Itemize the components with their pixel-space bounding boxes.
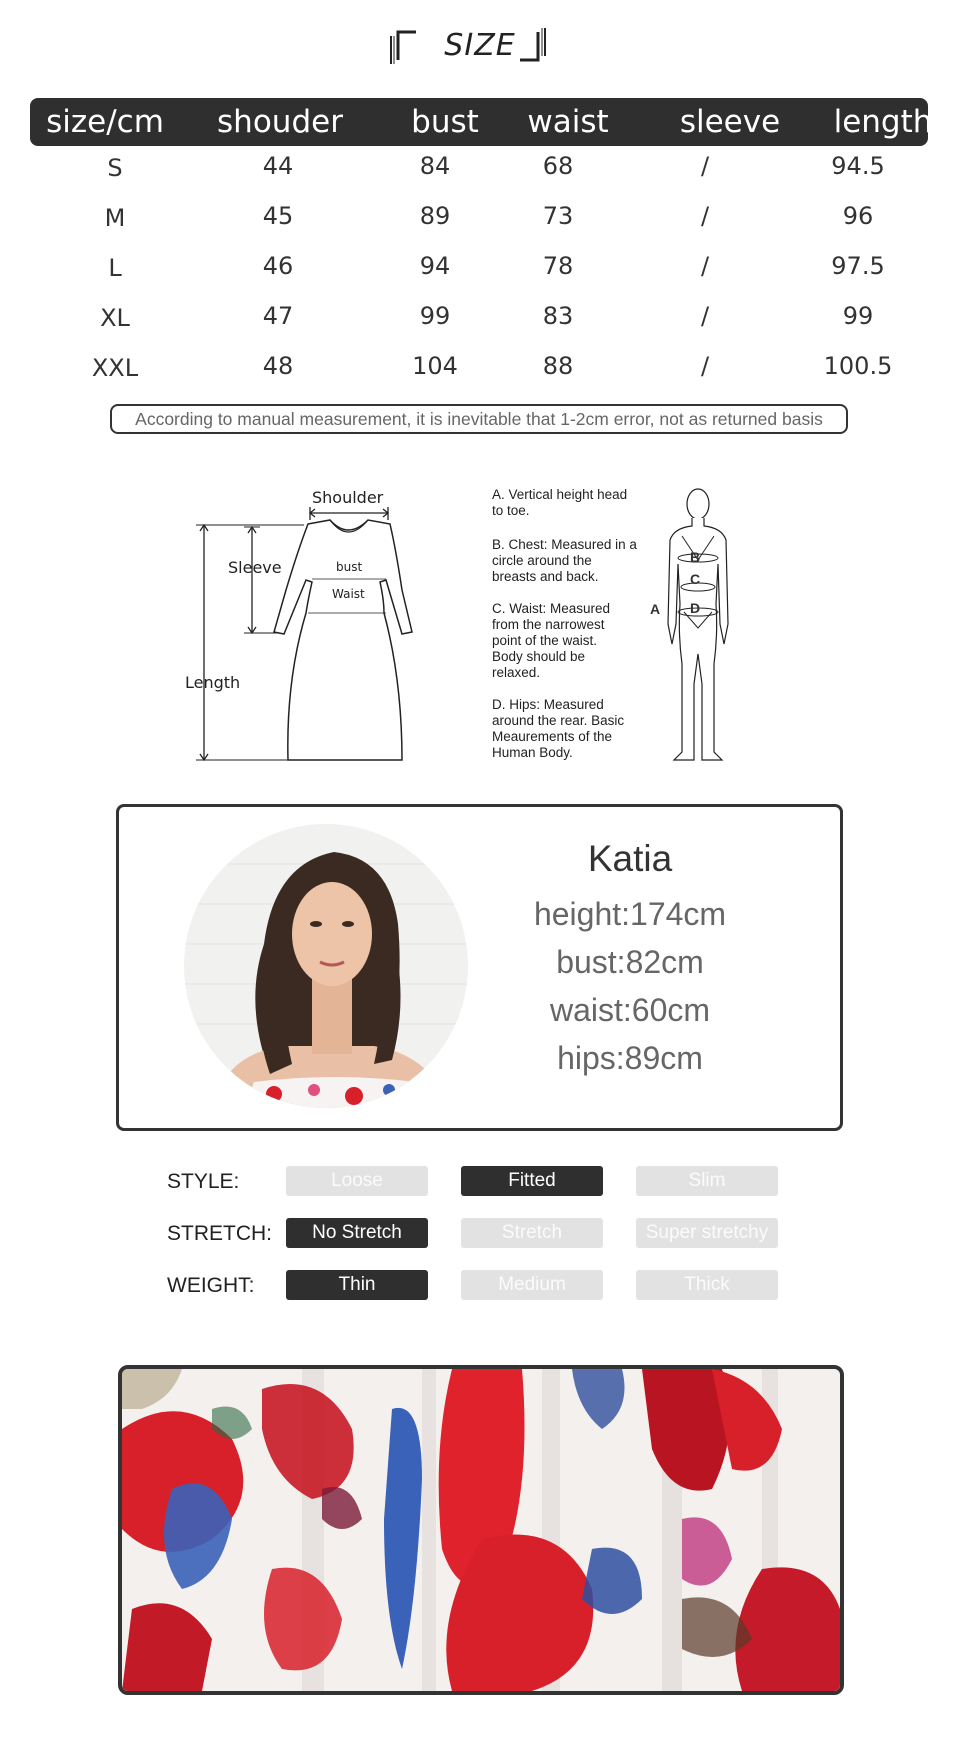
instruction-b: B. Chest: Measured in a circle around the breasts and back. — [492, 537, 637, 584]
cell-size: XL — [100, 304, 130, 332]
sleeve-label: Sleeve — [228, 558, 282, 577]
cell-size: S — [107, 154, 123, 182]
instruction-d: D. Hips: Measured around the rear. Basic Meaurements of the Human Body. — [492, 697, 625, 760]
cell-waist: 88 — [542, 352, 574, 380]
stretch-label: STRETCH: — [167, 1222, 272, 1245]
cell-shoulder: 44 — [262, 152, 294, 180]
cell-length: 94.5 — [831, 152, 885, 180]
cell-size: M — [104, 204, 126, 232]
cell-shoulder: 45 — [262, 202, 294, 230]
col-size: size/cm — [46, 104, 164, 140]
figure-label-d: D — [690, 600, 701, 616]
page-title: SIZE — [444, 28, 516, 63]
cell-bust: 84 — [419, 152, 451, 180]
cell-bust: 99 — [419, 302, 451, 330]
model-hips: hips:89cm — [557, 1040, 703, 1076]
cell-length: 96 — [842, 202, 874, 230]
cell-sleeve: / — [700, 302, 710, 330]
col-waist: waist — [527, 104, 609, 140]
model-waist: waist:60cm — [549, 992, 711, 1028]
cell-size: L — [108, 254, 122, 282]
model-height: height:174cm — [533, 896, 727, 932]
stretch-option-super: Super stretchy — [636, 1218, 778, 1248]
dress-diagram — [180, 480, 440, 770]
cell-waist: 78 — [542, 252, 574, 280]
model-photo — [184, 824, 468, 1108]
cell-shoulder: 47 — [262, 302, 294, 330]
cell-sleeve: / — [700, 202, 710, 230]
style-option-slim: Slim — [636, 1166, 778, 1196]
fabric-detail-photo — [118, 1365, 844, 1695]
stretch-option-stretch: Stretch — [461, 1218, 603, 1248]
cell-bust: 104 — [412, 352, 458, 380]
cell-sleeve: / — [700, 252, 710, 280]
cell-size: XXL — [91, 354, 139, 382]
model-bust: bust:82cm — [556, 944, 704, 980]
length-label: Length — [185, 673, 241, 692]
cell-waist: 73 — [542, 202, 574, 230]
cell-shoulder: 46 — [262, 252, 294, 280]
cell-sleeve: / — [700, 352, 710, 380]
instruction-c: C. Waist: Measured from the narrowest point of the waist. Body should be relaxed. — [492, 601, 611, 680]
weight-label: WEIGHT: — [167, 1274, 255, 1297]
size-table-header — [30, 98, 933, 146]
cell-sleeve: / — [700, 152, 710, 180]
cell-shoulder: 48 — [262, 352, 294, 380]
measurement-note: According to manual measurement, it is inevitable that 1-2cm error, not as returned basis — [110, 404, 848, 434]
waist-label: Waist — [332, 587, 365, 601]
style-option-fitted: Fitted — [461, 1166, 603, 1196]
bust-label: bust — [336, 560, 363, 574]
cell-length: 100.5 — [823, 352, 893, 380]
col-length: length — [833, 104, 933, 140]
cell-length: 99 — [842, 302, 874, 330]
weight-option-medium: Medium — [461, 1270, 603, 1300]
stretch-option-none: No Stretch — [286, 1218, 428, 1248]
cell-bust: 89 — [419, 202, 451, 230]
style-option-loose: Loose — [286, 1166, 428, 1196]
body-figure-icon — [648, 484, 748, 764]
col-sleeve: sleeve — [679, 104, 781, 140]
instruction-a: A. Vertical height head to toe. — [492, 487, 628, 518]
cell-bust: 94 — [419, 252, 451, 280]
style-label: STYLE: — [167, 1170, 240, 1193]
cell-length: 97.5 — [831, 252, 885, 280]
figure-label-c: C — [690, 571, 701, 587]
col-shoulder: shouder — [217, 104, 343, 140]
weight-option-thick: Thick — [636, 1270, 778, 1300]
model-name: Katia — [587, 838, 673, 879]
col-bust: bust — [411, 104, 479, 140]
shoulder-label: Shoulder — [312, 488, 384, 507]
cell-waist: 83 — [542, 302, 574, 330]
cell-waist: 68 — [542, 152, 574, 180]
figure-label-b: B — [690, 549, 701, 565]
weight-option-thin: Thin — [286, 1270, 428, 1300]
figure-label-a: A — [650, 601, 661, 617]
